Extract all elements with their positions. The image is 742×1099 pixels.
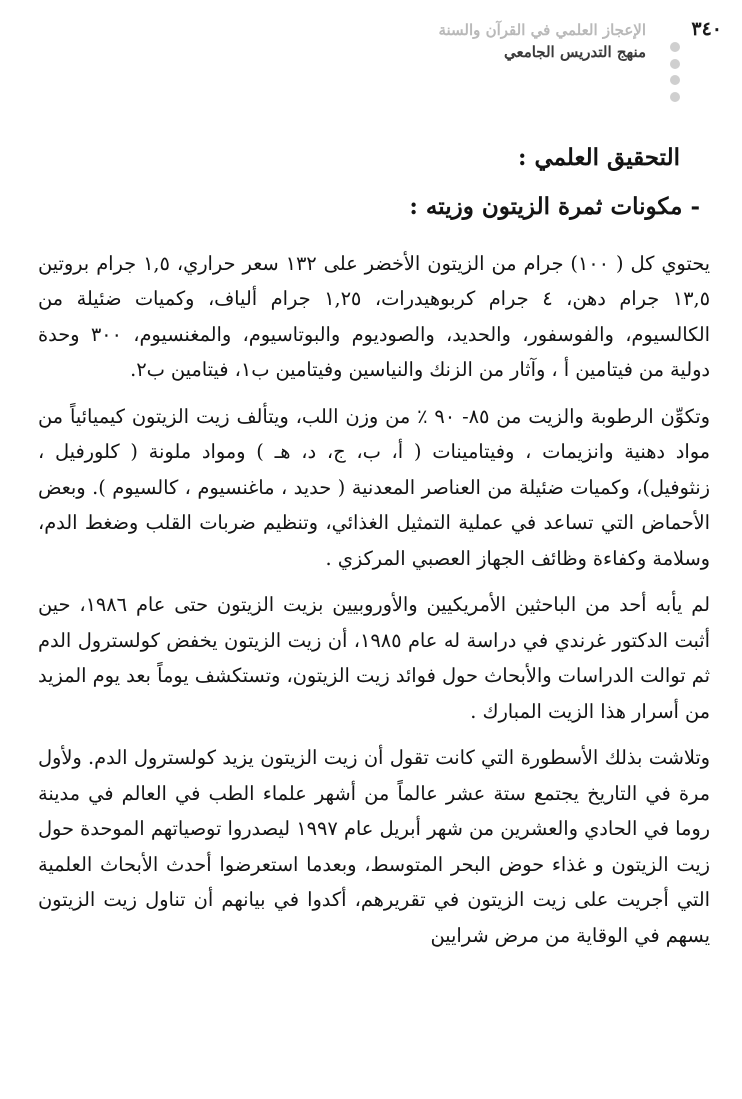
section-heading: التحقيق العلمي : [517,144,680,171]
series-title: منهج التدريس الجامعي [503,42,646,61]
page-body [38,140,710,964]
paragraph-research-history: لم يأبه أحد من الباحثين الأمريكيين والأوروبيين بزيت الزيتون حتى عام ١٩٨٦، حين أثبت الدكتور غرندي في دراسة له عام ١٩٨٥، أن زيت الزيتون يخفض كولسترول الدم ثم توالت الدراسات والأبحاث حول فوائد زيت الزيتون، وتستكشف يوماً بعد يوم المزيد من أسرار هذا الزيت المبارك . [38,593,710,723]
running-header [438,20,646,64]
paragraph-composition: يحتوي كل ( ١٠٠) جرام من الزيتون الأخضر على ١٣٢ سعر حراري، ١,٥ جرام بروتين ١٣,٥ جرام دهن، ٤ جرام كربوهيدرات، ١,٢٥ جرام ألياف، وكميات ضئيلة من الكالسيوم، والفوسفور، والحديد، والصوديوم والبوتاسيوم، والمغنسيوم، ٣٠٠ وحدة دولية من فيتامين أ ، وآثار من الزنك والنياسين وفيتامين ب١، فيتامين ب٢. [38,251,711,382]
paragraph-rome-conference: وتلاشت بذلك الأسطورة التي كانت تقول أن زيت الزيتون يزيد كولسترول الدم. ولأول مرة في التاريخ يجتمع ستة عشر عالماً من أشهر علماء الطب في العالم في مدينة روما في الحادي والعشرين من شهر أبريل عام ١٩٩٧ ليصدروا توصياتهم الموحدة حول زيت الزيتون و غذاء حوض البحر المتوسط، وبعدما استعرضوا أحدث الأبحاث العلمية التي أجريت على زيت الزيتون في تقريرهم، أكدوا في بيانهم أن تناول زيت الزيتون يسهم في الوقاية من مرض شرايين [38,746,710,947]
subsection-heading: - مكونات ثمرة الزيتون وزيته : [409,192,700,220]
book-title: الإعجاز العلمي في القرآن والسنة [438,21,646,39]
header-ornament-icon [668,42,682,102]
page-number: ٣٤٠ [691,18,722,40]
paragraph-oil-chemistry: وتكوِّن الرطوبة والزيت من ٨٥- ٩٠ ٪ من وزن اللب، ويتألف زيت الزيتون كيميائياً من مواد دهنية وانزيمات ، وفيتامينات ( أ، ب، ج، د، هـ ) ومواد ملونة ( كلورفيل ، زنثوفيل)، وكميات ضئيلة من العناصر المعدنية ( حديد ، ماغنسيوم ، كالسيوم ). وبعض الأحماض التي تساعد في عملية التمثيل الغذائي، وتنظيم ضربات القلب وضغط الدم، وسلامة وكفاءة وظائف الجهاز العصبي المركزي . [38,404,710,570]
